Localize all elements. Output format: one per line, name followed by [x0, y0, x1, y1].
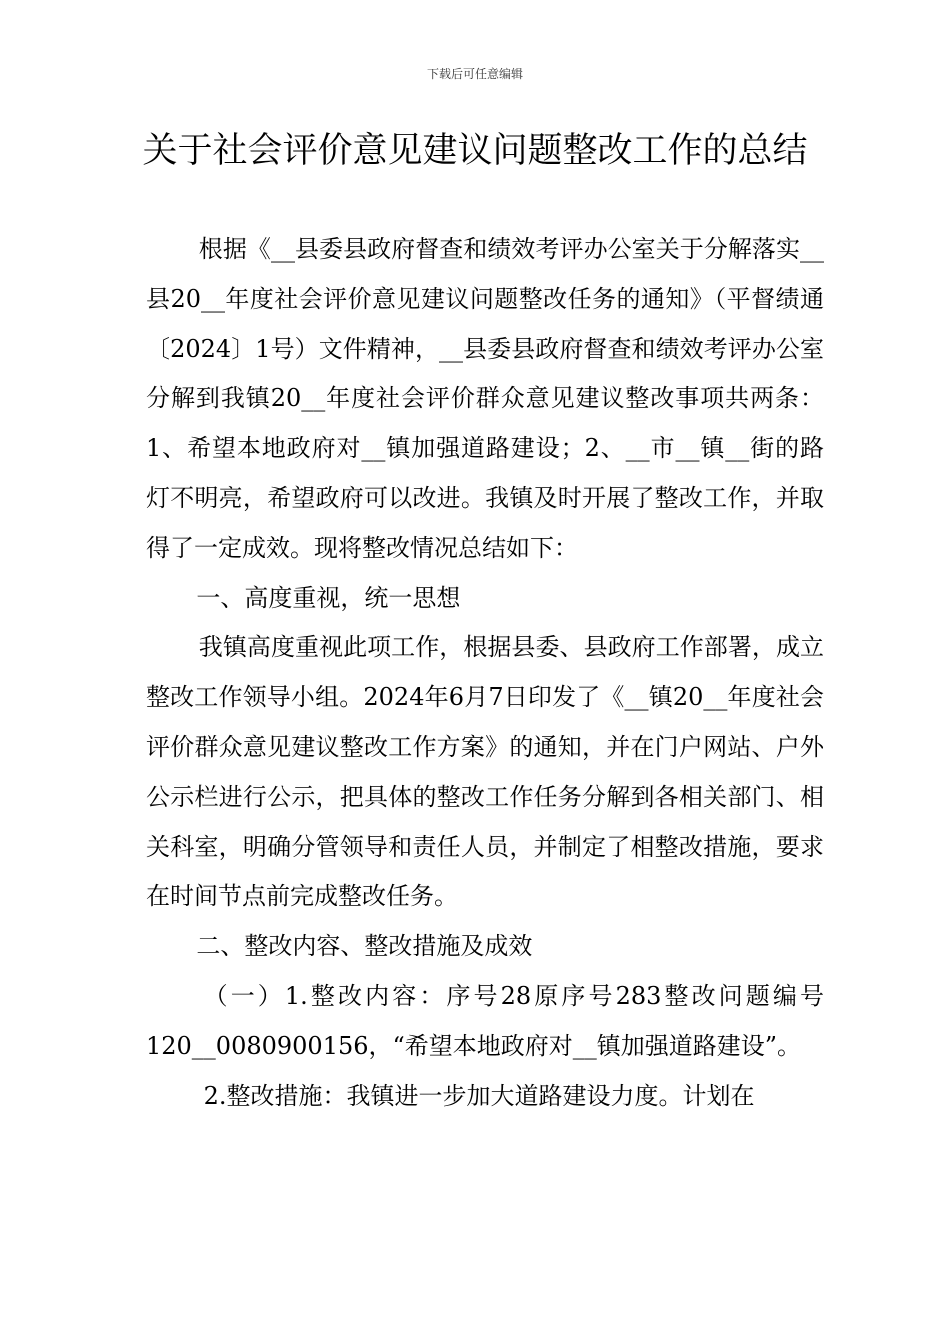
document-title: 关于社会评价意见建议问题整改工作的总结	[142, 131, 808, 171]
paragraph-item-2: 2.整改措施：我镇进一步加大道路建设力度。计划在	[203, 1081, 755, 1110]
section-heading-1: 一、高度重视，统一思想	[196, 583, 461, 612]
paragraph-section-1: 我镇高度重视此项工作，根据县委、县政府工作部署，成立整改工作领导小组。2024年6月7日印发了《__镇20__年度社会评价群众意见建议整改工作方案》的通知，并在门户网站、户外公示栏进行公示，把具体的整改工作任务分解到各相关部门、相关科室，明确分管领导和责任人员，并制定了相整改措施，要求在时间节点前完成整改任务。	[146, 633, 824, 911]
document-body	[146, 225, 824, 1121]
header-note: 下载后可任意编辑	[426, 67, 523, 81]
paragraph-item-1: （一）1.整改内容：序号28原序号283整改问题编号120__0080900156，“希望本地政府对__镇加强道路建设”。	[146, 981, 824, 1060]
section-heading-2: 二、整改内容、整改措施及成效	[196, 932, 533, 961]
paragraph-intro: 根据《__县委县政府督查和绩效考评办公室关于分解落实__县20__年度社会评价意见建议问题整改任务的通知》（平督绩通〔2024〕1号）文件精神，__县委县政府督查和绩效考评办公室分解到我镇20__年度社会评价群众意见建议整改事项共两条：1、希望本地政府对__镇加强道路建设；2、__市__镇__街的路灯不明亮，希望政府可以改进。我镇及时开展了整改工作，并取得了一定成效。现将整改情况总结如下：	[146, 235, 824, 562]
